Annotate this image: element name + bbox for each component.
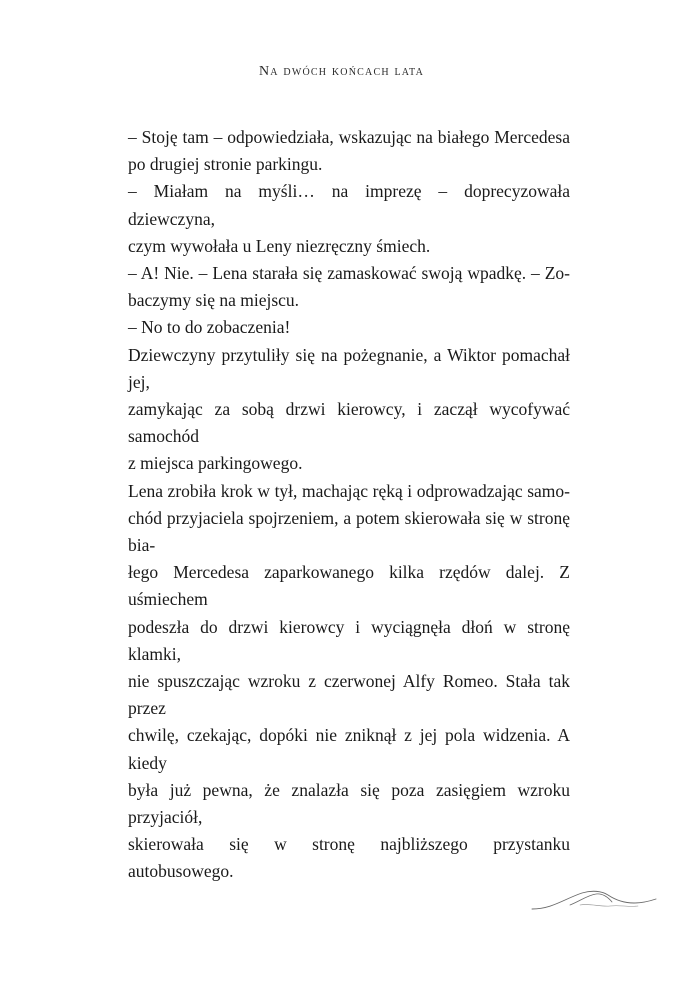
text-line: z miejsca parkingowego. — [128, 453, 303, 474]
text-line: łego Mercedesa zaparkowanego kilka rzędów dalej. Z uśmiechem — [128, 562, 570, 610]
text-line: – A! Nie. – Lena starała się zamaskować swoją wpadkę. – Zo- — [128, 263, 570, 284]
running-header: Na dwóch końcach lata — [258, 64, 424, 79]
text-line: chód przyjaciela spojrzeniem, a potem skierowała się w stronę bia- — [128, 507, 570, 556]
text-line: baczymy się na miejscu. — [128, 290, 300, 311]
text-line: – No to do zobaczenia! — [128, 317, 291, 338]
text-line: po drugiej stronie parkingu. — [128, 154, 323, 175]
text-line: zamykając za sobą drzwi kierowcy, i zaczął wycofywać samochód — [128, 399, 570, 447]
text-line: Lena zrobiła krok w tył, machając ręką i odprowadzając samo- — [128, 480, 570, 501]
text-line: podeszła do drzwi kierowcy i wyciągnęła dłoń w stronę klamki, — [128, 616, 570, 664]
text-line: – Stoję tam – odpowiedziała, wskazując na białego Mercedesa — [128, 127, 570, 147]
text-line: była już pewna, że znalazła się poza zasięgiem wzroku przyjaciół, — [128, 779, 570, 828]
wave-flourish-icon — [530, 885, 658, 915]
text-line: Dziewczyny przytuliły się na pożegnanie, a Wiktor pomachał jej, — [128, 344, 570, 392]
body-text — [128, 124, 570, 886]
text-line: czym wywołała u Leny niezręczny śmiech. — [128, 235, 431, 256]
text-line: skierowała się w stronę najbliższego przystanku autobusowego. — [128, 834, 570, 882]
text-line: – Miałam na myśli… na imprezę – doprecyzowała dziewczyna, — [128, 181, 570, 229]
text-line: nie spuszczając wzroku z czerwonej Alfy Romeo. Stała tak przez — [128, 671, 570, 719]
text-line: chwilę, czekając, dopóki nie zniknął z jej pola widzenia. A kiedy — [128, 725, 570, 773]
